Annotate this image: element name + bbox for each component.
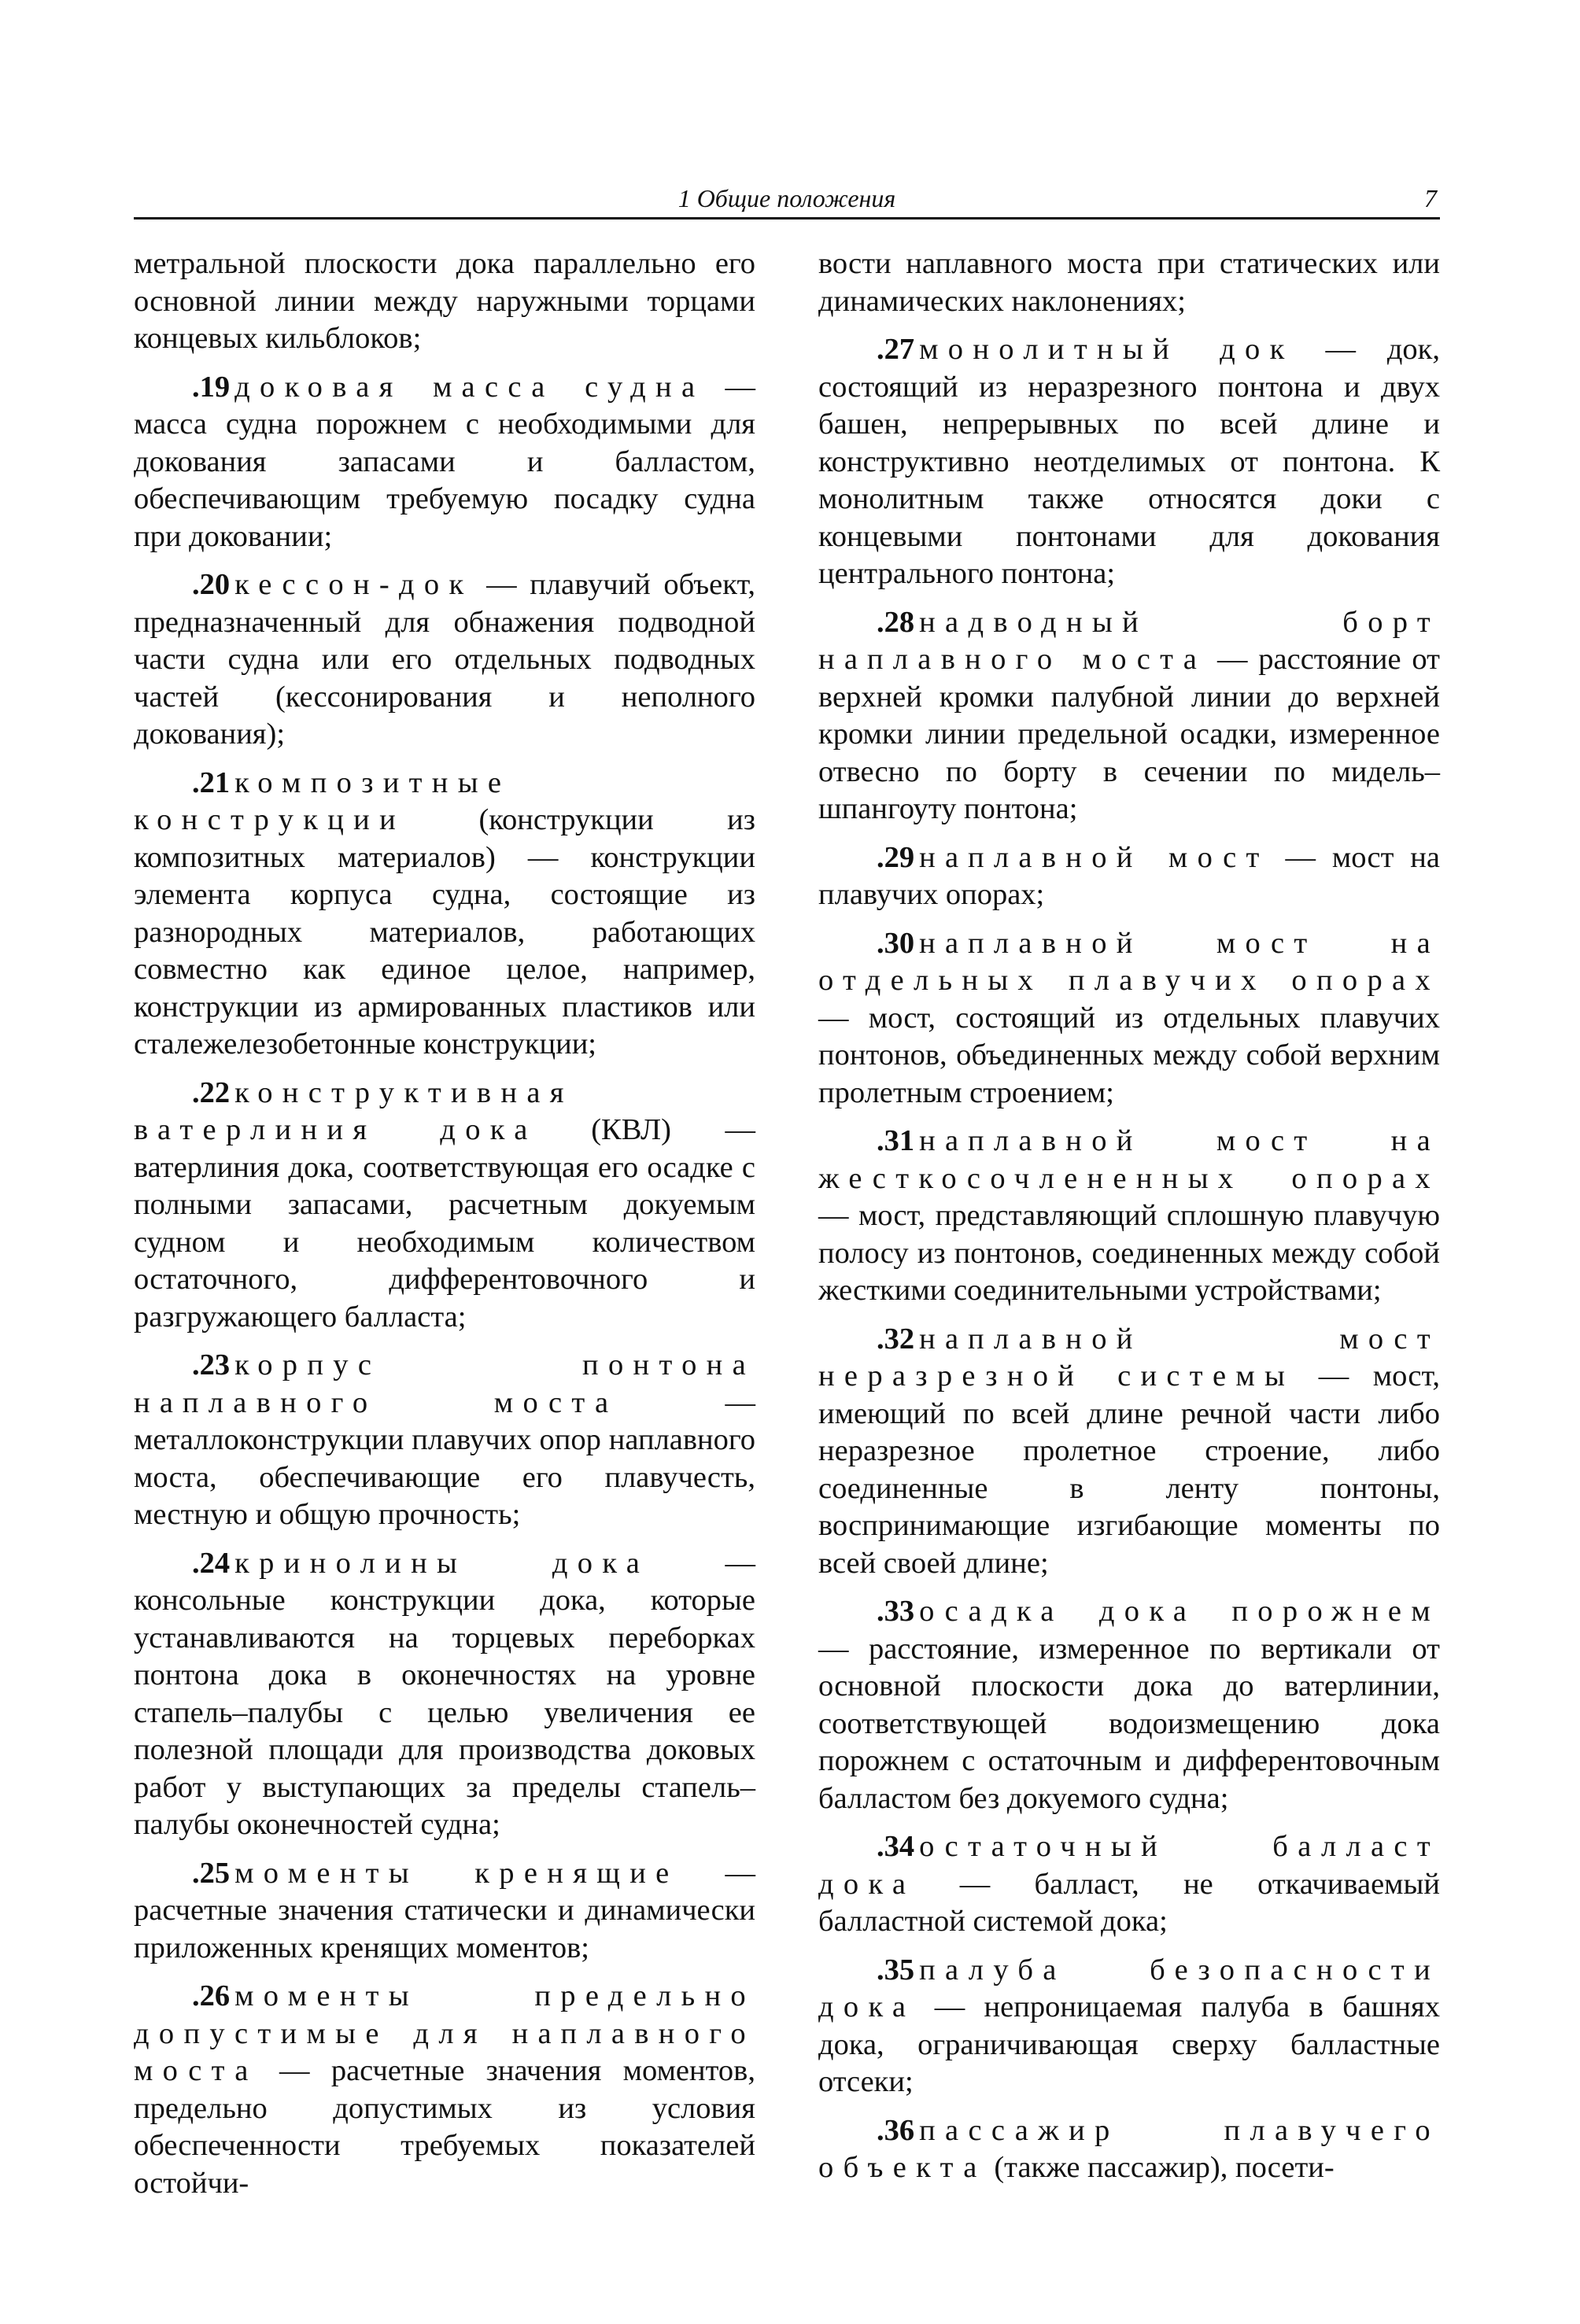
definition-paragraph bbox=[818, 2198, 1440, 2236]
definition-paragraph bbox=[818, 1952, 1440, 2101]
definition-paragraph bbox=[134, 1347, 755, 1534]
definition-paragraph bbox=[134, 369, 755, 556]
definition-text: — консольные конструкции дока, которые устанавливаются на торцевых переборках понтона дока в оконечностях на уровне стапель–палубы с целью увеличения ее полезной площади для производства доковых работ у выступающих за пределы стапель–палубы оконечностей судна; bbox=[134, 1546, 755, 1841]
definition-term: корпус понтона наплавного моста bbox=[134, 1348, 755, 1419]
definition-text: — расстояние, измеренное по вертикали от основной плоскости дока до ватерлинии, соответствующей водоизмещению дока порожнем с остаточным и дифферентовочным балластом без докуемого судна; bbox=[818, 1632, 1440, 1815]
definition-term: монолитный док bbox=[919, 333, 1294, 366]
definition-text: — расчетные значения моментов, предельно допустимых из условия обеспеченности требуемых показателей остойчи- bbox=[134, 2054, 755, 2200]
definition-term: осадка дока порожнем bbox=[919, 1595, 1440, 1628]
definition-paragraph bbox=[134, 765, 755, 1064]
definition-text: — непроницаемая палуба в башнях дока, ограничивающая сверху балластные отсеки; bbox=[818, 1990, 1440, 2098]
definition-number: .34 bbox=[877, 1830, 915, 1863]
left-column bbox=[134, 245, 755, 2213]
definition-term: наплавной мост на отдельных плавучих опорах bbox=[818, 926, 1440, 997]
page-number: 7 bbox=[1424, 184, 1437, 212]
definition-paragraph bbox=[818, 1593, 1440, 1817]
definition-number: .36 bbox=[877, 2113, 915, 2147]
definition-paragraph bbox=[818, 245, 1440, 320]
definition-text: вости наплавного моста при статических или динамических наклонениях; bbox=[818, 247, 1440, 318]
definition-paragraph bbox=[818, 1321, 1440, 1583]
definition-number: .32 bbox=[877, 1322, 915, 1356]
definition-paragraph bbox=[134, 566, 755, 754]
definition-paragraph bbox=[818, 925, 1440, 1112]
definition-paragraph bbox=[818, 604, 1440, 828]
definition-number: .31 bbox=[877, 1124, 915, 1157]
definition-text: — металлоконструкции плавучих опор наплавного моста, обеспечивающие его плавучесть, местную и общую прочность; bbox=[134, 1385, 755, 1531]
definition-text: — балласт, не откачиваемый балластной системой дока; bbox=[818, 1867, 1440, 1938]
definition-number: .21 bbox=[192, 765, 231, 799]
definition-text: метральной плоскости дока параллельно его основной линии между наружными торцами концевых кильблоков; bbox=[134, 247, 755, 355]
definition-paragraph bbox=[818, 1828, 1440, 1941]
running-header bbox=[134, 183, 1440, 219]
definition-text: — док, состоящий из неразрезного понтона и двух башен, непрерывных по всей длине и конструктивно неотделимых от понтона. К монолитным также относятся доки с концевыми понтонами для докования центрального понтона; bbox=[818, 333, 1440, 590]
definition-term: кринолины дока bbox=[234, 1546, 650, 1580]
definition-number: .22 bbox=[192, 1075, 231, 1109]
definition-paragraph bbox=[818, 1123, 1440, 1310]
definition-term: доковая масса судна bbox=[234, 370, 705, 404]
definition-term: надводный борт наплавного моста bbox=[818, 605, 1440, 676]
definition-number: .30 bbox=[877, 926, 915, 960]
chapter-title: 1 Общие положения bbox=[677, 184, 896, 212]
definition-text: — масса судна порожнем с необходимыми для докования запасами и балластом, обеспечивающим требуемую посадку судна при доковании; bbox=[134, 370, 755, 553]
definition-paragraph bbox=[134, 1545, 755, 1844]
definition-paragraph bbox=[134, 1075, 755, 1337]
definition-paragraph bbox=[818, 839, 1440, 914]
definition-text: — мост, представляющий сплошную плавучую полосу из понтонов, соединенных между собой жесткими соединительными устройствами; bbox=[818, 1199, 1440, 1307]
definition-paragraph bbox=[134, 1855, 755, 1968]
definition-term: моменты предельно допустимые для наплавного моста bbox=[134, 1979, 755, 2087]
definition-term: остаточный балласт дока bbox=[818, 1830, 1440, 1901]
definition-number: .20 bbox=[192, 568, 231, 601]
text-columns bbox=[134, 245, 1441, 2200]
definition-term: наплавной мост неразрезной системы bbox=[818, 1322, 1440, 1393]
definition-number: .25 bbox=[192, 1856, 231, 1890]
definition-number: .19 bbox=[192, 370, 231, 404]
definition-text: — мост на плавучих опорах; bbox=[818, 840, 1440, 911]
definition-number: .26 bbox=[192, 1979, 231, 2012]
definition-text: — расчетные значения статически и динамически приложенных кренящих моментов; bbox=[134, 1856, 755, 1964]
definition-paragraph bbox=[134, 1978, 755, 2202]
definition-number: .33 bbox=[877, 1595, 915, 1628]
definition-term: наплавной мост bbox=[919, 840, 1269, 874]
definition-number: .23 bbox=[192, 1348, 231, 1381]
definition-number: .28 bbox=[877, 605, 915, 639]
right-column bbox=[818, 245, 1440, 2246]
definition-text: (также пассажир), посети- bbox=[986, 2151, 1335, 2184]
definition-text: — плавучий объект, предназначенный для обнажения подводной части судна или его отдельных подводных частей (кессонирования и неполного докования); bbox=[134, 568, 755, 751]
definition-text: — мост, имеющий по всей длине речной части либо неразрезное пролетное строение, либо соединенные в ленту понтоны, воспринимающие изгибающие моменты по всей своей длине; bbox=[818, 1359, 1441, 1580]
definition-text: — мост, состоящий из отдельных плавучих понтонов, объединенных между собой верхним пролетным строением; bbox=[818, 1001, 1440, 1109]
definition-term: наплавной мост на жесткосочлененных опорах bbox=[818, 1124, 1440, 1195]
definition-number: .35 bbox=[877, 1953, 915, 1986]
definition-number: .24 bbox=[192, 1546, 231, 1580]
definition-term: моменты кренящие bbox=[234, 1856, 679, 1890]
definition-term: пассажир плавучего объекта bbox=[818, 2113, 1440, 2184]
definition-text: (конструкции из композитных материалов) — конструкции элемента корпуса судна, состоящие из разнородных материалов, работающих совместно как единое целое, например, конструкции из армированных пластиков или сталежелезобетонные конструкции; bbox=[134, 803, 755, 1061]
definition-term: палуба безопасности дока bbox=[818, 1953, 1440, 2023]
definition-number: .27 bbox=[877, 333, 915, 366]
definition-paragraph bbox=[818, 331, 1440, 593]
definition-paragraph bbox=[134, 245, 755, 358]
definition-term: кессон-док bbox=[234, 568, 474, 601]
definition-text: (КВЛ) — ватерлиния дока, соответствующая его осадке с полными запасами, расчетным докуемым судном и необходимым количеством остаточного, дифферентовочного и разгружающего балласта; bbox=[134, 1113, 755, 1334]
definition-term: композитные конструкции bbox=[134, 765, 511, 836]
definition-text: — расстояние от верхней кромки палубной линии до верхней кромки линии предельной осадки, измеренное отвесно по борту в сечении по мидель–шпангоуту понтона; bbox=[818, 643, 1440, 825]
definition-paragraph bbox=[818, 2112, 1440, 2187]
definition-term: конструктивная ватерлиния дока bbox=[134, 1075, 574, 1146]
definition-number: .29 bbox=[877, 840, 915, 874]
